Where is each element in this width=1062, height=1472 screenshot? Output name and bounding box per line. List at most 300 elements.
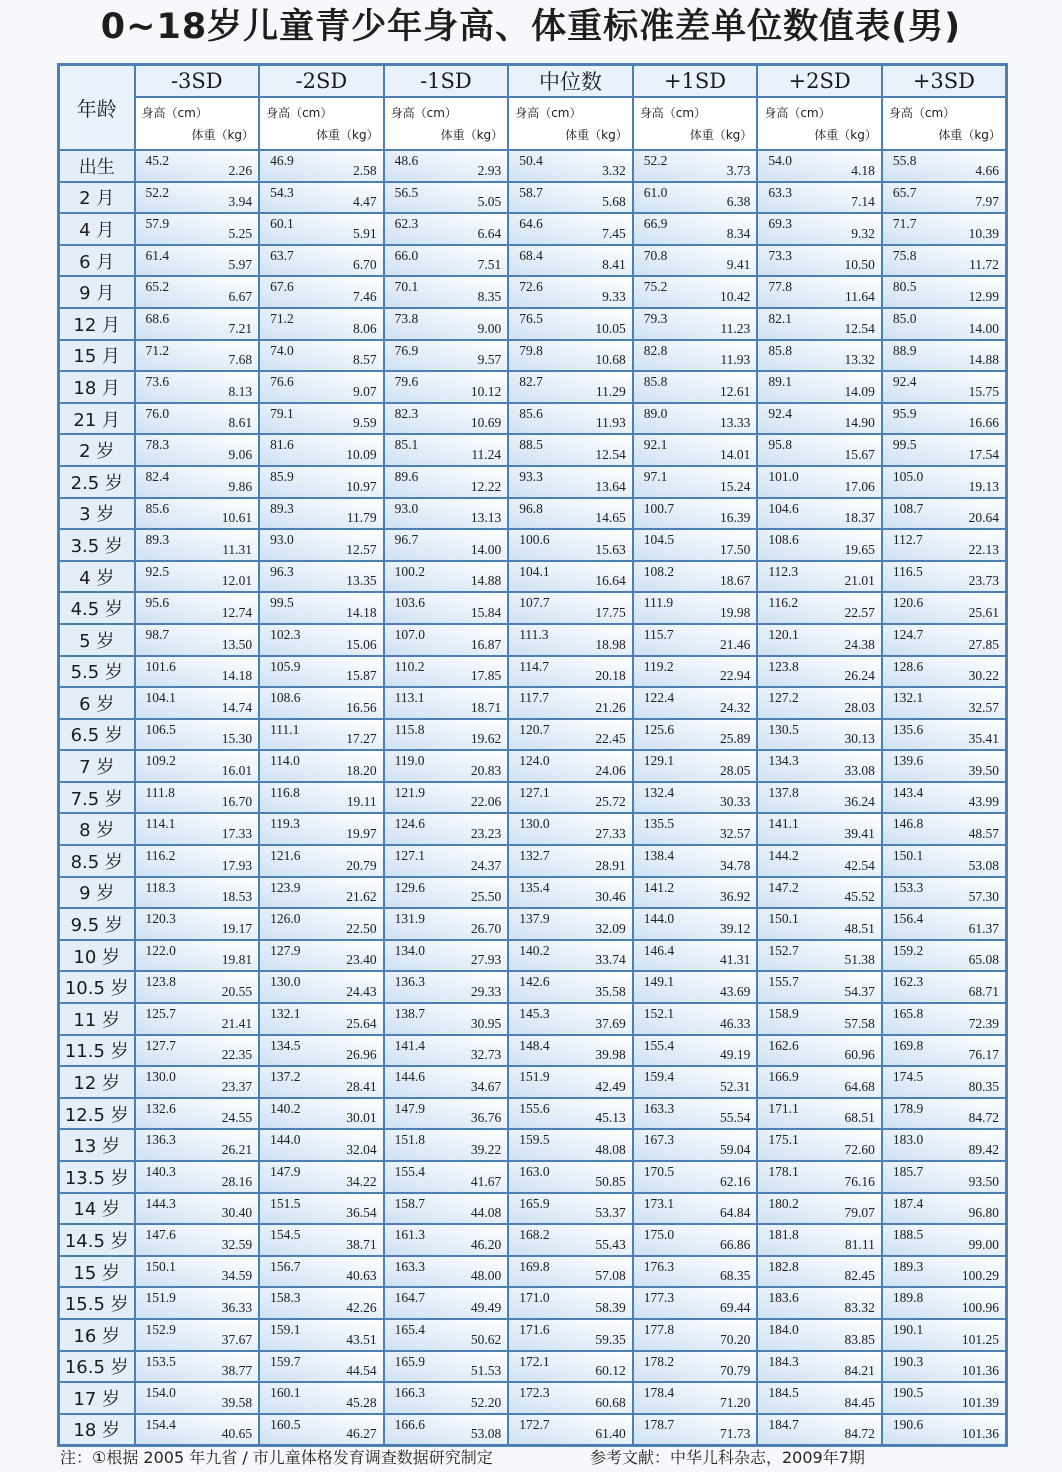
height-value: 151.9 (145, 1290, 176, 1306)
table-row (59, 529, 1007, 561)
value-cell (508, 498, 633, 530)
age-cell: 15 岁 (59, 1256, 135, 1288)
height-value: 119.3 (270, 816, 300, 832)
sd-header-minus1: -1SD (384, 65, 509, 98)
weight-value: 52.20 (470, 1394, 502, 1410)
height-value: 65.2 (145, 279, 170, 295)
weight-value: 66.86 (719, 1236, 751, 1252)
height-value: 119.2 (643, 658, 674, 674)
value-cell (757, 1035, 882, 1067)
value-cell (508, 1098, 633, 1130)
value-cell (135, 182, 260, 214)
table-row (59, 719, 1007, 751)
age-column-header: 年龄 (59, 65, 135, 151)
value-cell (882, 213, 1007, 245)
value-cell (135, 1319, 260, 1351)
value-cell (882, 1035, 1007, 1067)
sd-header-median: 中位数 (508, 65, 633, 98)
height-value: 147.2 (768, 879, 799, 895)
weight-value: 8.13 (228, 383, 253, 399)
weight-value: 30.95 (470, 1015, 502, 1031)
height-value: 139.6 (892, 753, 924, 769)
value-cell (384, 561, 509, 593)
weight-value: 8.61 (228, 415, 253, 431)
value-cell (259, 182, 384, 214)
value-cell (135, 434, 260, 466)
height-value: 145.3 (519, 1006, 550, 1022)
height-value: 85.0 (892, 310, 917, 326)
value-cell (135, 213, 260, 245)
weight-value: 44.08 (470, 1205, 502, 1221)
value-cell (633, 1129, 758, 1161)
value-cell (259, 1035, 384, 1067)
table-row (59, 276, 1007, 308)
height-value: 189.3 (892, 1258, 924, 1274)
weight-value: 57.30 (968, 889, 999, 905)
value-cell (135, 245, 260, 277)
value-cell (384, 687, 509, 719)
weight-value: 54.37 (844, 984, 875, 1000)
height-value: 110.2 (394, 658, 425, 674)
table-row (59, 498, 1007, 530)
value-cell (633, 845, 758, 877)
weight-value: 32.09 (595, 920, 626, 936)
height-value: 96.8 (519, 500, 543, 516)
weight-value: 39.50 (968, 762, 999, 778)
height-value: 112.7 (892, 532, 923, 548)
sd-header-minus3: -3SD (135, 65, 260, 98)
weight-value: 13.33 (719, 415, 751, 431)
weight-value: 101.36 (961, 1425, 999, 1441)
value-cell (633, 908, 758, 940)
weight-value: 12.61 (719, 383, 751, 399)
table-row (59, 971, 1007, 1003)
weight-value: 16.56 (346, 699, 377, 715)
height-value: 56.5 (394, 184, 419, 200)
value-cell (882, 340, 1007, 372)
value-cell (633, 1035, 758, 1067)
weight-value: 68.51 (844, 1110, 875, 1126)
height-value: 144.3 (145, 1195, 176, 1211)
value-cell (135, 687, 260, 719)
table-row (59, 813, 1007, 845)
height-value: 92.5 (145, 563, 170, 579)
weight-value: 34.59 (221, 1268, 253, 1284)
value-cell (259, 750, 384, 782)
weight-value: 39.41 (844, 826, 875, 842)
weight-value: 53.37 (595, 1205, 626, 1221)
height-value: 71.2 (145, 342, 170, 358)
value-cell (882, 750, 1007, 782)
height-value: 70.1 (394, 279, 419, 295)
height-value: 58.7 (519, 184, 543, 200)
height-value: 169.8 (519, 1258, 550, 1274)
weight-value: 32.57 (719, 826, 751, 842)
weight-value: 2.26 (228, 162, 253, 178)
height-value: 68.4 (519, 247, 543, 263)
value-cell (757, 877, 882, 909)
value-cell (508, 1351, 633, 1383)
height-value: 89.1 (768, 374, 792, 390)
value-cell (259, 1414, 384, 1446)
weight-value: 24.06 (595, 762, 626, 778)
height-value: 170.5 (643, 1164, 675, 1179)
age-cell: 11 岁 (59, 1003, 135, 1035)
height-value: 69.3 (768, 216, 792, 232)
weight-value: 42.49 (595, 1078, 626, 1094)
weight-value: 61.40 (595, 1425, 626, 1441)
weight-value: 17.27 (346, 731, 377, 747)
height-value: 54.3 (270, 184, 294, 200)
height-value: 73.8 (394, 310, 419, 326)
height-value: 153.5 (145, 1353, 176, 1369)
height-value: 168.2 (519, 1227, 550, 1243)
weight-value: 39.98 (595, 1047, 626, 1063)
unit-header-cell (508, 97, 633, 150)
value-cell (757, 940, 882, 972)
value-cell (633, 1319, 758, 1351)
height-value: 182.8 (768, 1258, 799, 1274)
value-cell (882, 908, 1007, 940)
table-row (59, 1066, 1007, 1098)
weight-value: 83.85 (844, 1331, 875, 1347)
value-cell (259, 466, 384, 498)
height-value: 154.0 (145, 1385, 176, 1401)
value-cell (259, 1161, 384, 1193)
height-value: 96.7 (394, 532, 419, 548)
page-title: 0~18岁儿童青少年身高、体重标准差单位数值表(男) (100, 7, 962, 47)
weight-value: 48.51 (844, 920, 875, 936)
weight-value: 76.16 (844, 1173, 875, 1189)
height-value: 149.1 (643, 974, 675, 990)
height-value: 80.5 (892, 279, 917, 295)
weight-value: 8.35 (477, 288, 502, 304)
value-cell (882, 845, 1007, 877)
height-value: 150.1 (145, 1258, 176, 1274)
value-cell (259, 1129, 384, 1161)
height-value: 166.9 (768, 1069, 799, 1085)
value-cell (135, 624, 260, 656)
value-cell (259, 529, 384, 561)
value-cell (384, 908, 509, 940)
value-cell (135, 971, 260, 1003)
table-row (59, 403, 1007, 435)
weight-value: 45.13 (595, 1110, 626, 1126)
height-value: 154.4 (145, 1416, 176, 1432)
value-cell (508, 403, 633, 435)
value-cell (633, 403, 758, 435)
value-cell (882, 561, 1007, 593)
weight-value: 13.13 (470, 510, 502, 526)
value-cell (508, 940, 633, 972)
sd-header-plus2: +2SD (757, 65, 882, 98)
value-cell (882, 150, 1007, 182)
value-cell (633, 182, 758, 214)
weight-value: 58.39 (595, 1299, 626, 1315)
value-cell (384, 1098, 509, 1130)
height-value: 99.5 (892, 437, 917, 453)
weight-value: 25.72 (595, 794, 626, 810)
weight-unit-label: 体重（kg） (316, 128, 379, 142)
weight-value: 9.32 (851, 225, 875, 241)
value-cell (384, 940, 509, 972)
value-cell (757, 466, 882, 498)
age-cell: 4.5 岁 (59, 592, 135, 624)
value-cell (508, 308, 633, 340)
height-value: 135.4 (519, 879, 550, 895)
height-value: 165.8 (892, 1006, 924, 1022)
value-cell (135, 308, 260, 340)
weight-value: 45.28 (346, 1394, 377, 1410)
weight-value: 9.07 (353, 383, 377, 399)
height-value: 165.9 (519, 1195, 550, 1211)
value-cell (259, 1066, 384, 1098)
value-cell (882, 1414, 1007, 1446)
height-value: 187.4 (892, 1195, 924, 1211)
weight-value: 7.68 (228, 352, 253, 368)
weight-value: 30.40 (221, 1205, 253, 1221)
weight-unit-label: 体重（kg） (938, 128, 1001, 142)
value-cell (259, 403, 384, 435)
weight-value: 39.58 (221, 1394, 253, 1410)
height-value: 134.3 (768, 753, 799, 769)
value-cell (633, 1287, 758, 1319)
age-cell: 15.5 岁 (59, 1287, 135, 1319)
height-value: 178.1 (768, 1164, 799, 1179)
height-value: 135.6 (892, 721, 924, 737)
height-value: 184.7 (768, 1416, 799, 1432)
value-cell (259, 371, 384, 403)
weight-value: 32.57 (968, 699, 999, 715)
value-cell (384, 971, 509, 1003)
value-cell (384, 1414, 509, 1446)
value-cell (757, 1382, 882, 1414)
weight-value: 10.61 (221, 510, 253, 526)
value-cell (757, 1193, 882, 1225)
weight-value: 11.23 (720, 320, 751, 336)
weight-value: 15.06 (346, 636, 377, 652)
height-value: 165.4 (394, 1321, 425, 1337)
value-cell (135, 845, 260, 877)
value-cell (882, 1382, 1007, 1414)
height-value: 121.9 (394, 784, 425, 800)
weight-value: 21.46 (719, 636, 751, 652)
height-value: 151.9 (519, 1069, 550, 1085)
weight-value: 48.57 (968, 826, 999, 842)
height-value: 57.9 (145, 216, 170, 232)
value-cell (135, 1003, 260, 1035)
weight-value: 19.81 (221, 952, 253, 968)
height-value: 171.6 (519, 1321, 550, 1337)
height-value: 159.2 (892, 942, 924, 958)
table-row (59, 1129, 1007, 1161)
height-value: 129.6 (394, 879, 425, 895)
value-cell (757, 782, 882, 814)
age-cell: 6 岁 (59, 687, 135, 719)
value-cell (757, 1287, 882, 1319)
height-value: 124.6 (394, 816, 425, 832)
weight-value: 24.43 (346, 984, 377, 1000)
weight-value: 18.98 (595, 636, 626, 652)
height-value: 180.2 (768, 1195, 799, 1211)
value-cell (633, 561, 758, 593)
age-cell: 21 月 (59, 403, 135, 435)
height-value: 102.3 (270, 626, 301, 642)
value-cell (757, 592, 882, 624)
weight-value: 53.08 (470, 1425, 502, 1441)
value-cell (259, 624, 384, 656)
weight-value: 62.16 (719, 1173, 751, 1189)
value-cell (633, 1098, 758, 1130)
table-row (59, 908, 1007, 940)
value-cell (259, 813, 384, 845)
unit-header-cell (259, 97, 384, 150)
value-cell (508, 813, 633, 845)
value-cell (384, 403, 509, 435)
weight-value: 18.20 (346, 762, 377, 778)
weight-value: 23.37 (221, 1078, 253, 1094)
value-cell (757, 1256, 882, 1288)
height-value: 189.8 (892, 1290, 924, 1306)
height-value: 76.6 (270, 374, 294, 390)
height-value: 140.2 (519, 942, 550, 958)
weight-value: 35.58 (595, 984, 626, 1000)
weight-unit-label: 体重（kg） (814, 128, 877, 142)
age-cell: 14.5 岁 (59, 1224, 135, 1256)
height-value: 63.7 (270, 247, 294, 263)
weight-value: 16.87 (470, 636, 502, 652)
height-value: 120.6 (892, 595, 924, 611)
weight-value: 5.97 (228, 257, 253, 273)
weight-value: 5.25 (228, 225, 253, 241)
value-cell (259, 656, 384, 688)
weight-value: 15.30 (221, 731, 253, 747)
weight-value: 27.33 (595, 826, 626, 842)
weight-value: 93.50 (968, 1173, 999, 1189)
weight-value: 10.97 (346, 478, 377, 494)
value-cell (633, 245, 758, 277)
height-value: 89.3 (145, 532, 170, 548)
weight-value: 25.89 (719, 731, 751, 747)
height-value: 78.3 (145, 437, 170, 453)
height-value: 137.8 (768, 784, 799, 800)
value-cell (633, 1351, 758, 1383)
value-cell (384, 182, 509, 214)
weight-value: 14.01 (719, 446, 751, 462)
weight-value: 15.87 (346, 668, 377, 684)
weight-value: 11.93 (595, 415, 626, 431)
footer-note: 注：①根据 2005 年九省 / 市儿童体格发育调查数据研究制定 (60, 1448, 493, 1467)
height-value: 178.7 (643, 1416, 675, 1432)
value-cell (135, 1098, 260, 1130)
weight-value: 9.06 (228, 446, 253, 462)
weight-value: 45.52 (844, 889, 875, 905)
weight-value: 40.65 (221, 1425, 253, 1441)
height-value: 177.8 (643, 1321, 675, 1337)
height-value: 147.9 (394, 1100, 425, 1116)
table-row (59, 1161, 1007, 1193)
height-value: 162.3 (892, 974, 924, 990)
weight-value: 57.58 (844, 1015, 875, 1031)
weight-value: 9.86 (228, 478, 253, 494)
weight-value: 14.18 (221, 668, 253, 684)
table-row (59, 940, 1007, 972)
weight-value: 42.54 (844, 857, 875, 873)
value-cell (259, 687, 384, 719)
value-cell (384, 1382, 509, 1414)
weight-value: 13.32 (844, 352, 875, 368)
height-value: 137.2 (270, 1069, 301, 1085)
weight-value: 79.07 (844, 1205, 875, 1221)
weight-value: 28.05 (719, 762, 751, 778)
height-value: 171.1 (768, 1100, 799, 1116)
value-cell (757, 1066, 882, 1098)
height-value: 132.7 (519, 848, 550, 864)
weight-value: 51.53 (470, 1363, 502, 1379)
height-value: 144.6 (394, 1069, 425, 1085)
height-value: 134.5 (270, 1037, 301, 1053)
weight-value: 44.54 (346, 1363, 377, 1379)
height-value: 79.6 (394, 374, 419, 390)
value-cell (633, 782, 758, 814)
value-cell (508, 1319, 633, 1351)
height-value: 82.1 (768, 310, 792, 326)
height-value: 76.9 (394, 342, 419, 358)
age-cell: 2 岁 (59, 434, 135, 466)
height-value: 159.5 (519, 1132, 550, 1148)
weight-value: 25.64 (346, 1015, 377, 1031)
value-cell (384, 1003, 509, 1035)
weight-value: 18.71 (470, 699, 502, 715)
height-value: 108.7 (892, 500, 924, 516)
weight-value: 48.08 (595, 1142, 626, 1157)
table-row (59, 1256, 1007, 1288)
value-cell (259, 1193, 384, 1225)
weight-value: 37.67 (221, 1331, 253, 1347)
weight-value: 24.32 (719, 699, 751, 715)
value-cell (384, 719, 509, 751)
value-cell (882, 498, 1007, 530)
weight-value: 84.45 (844, 1394, 875, 1410)
unit-header-row (59, 97, 1007, 150)
value-cell (633, 434, 758, 466)
value-cell (384, 1319, 509, 1351)
height-value: 178.2 (643, 1353, 675, 1369)
height-value: 137.9 (519, 911, 550, 927)
weight-value: 21.41 (221, 1015, 253, 1031)
weight-value: 12.57 (346, 541, 377, 557)
height-value: 85.6 (145, 500, 170, 516)
height-value: 178.4 (643, 1385, 675, 1401)
table-row (59, 656, 1007, 688)
height-value: 144.2 (768, 848, 799, 864)
table-row (59, 1224, 1007, 1256)
weight-value: 19.62 (470, 731, 502, 747)
value-cell (757, 1161, 882, 1193)
value-cell (259, 1098, 384, 1130)
value-cell (508, 561, 633, 593)
height-value: 123.9 (270, 879, 301, 895)
value-cell (135, 529, 260, 561)
weight-value: 76.17 (968, 1047, 999, 1063)
height-value: 163.0 (519, 1164, 550, 1179)
table-row (59, 245, 1007, 277)
height-value: 70.8 (643, 247, 668, 263)
value-cell (757, 687, 882, 719)
value-cell (508, 1287, 633, 1319)
value-cell (508, 1129, 633, 1161)
weight-value: 38.71 (346, 1236, 377, 1252)
